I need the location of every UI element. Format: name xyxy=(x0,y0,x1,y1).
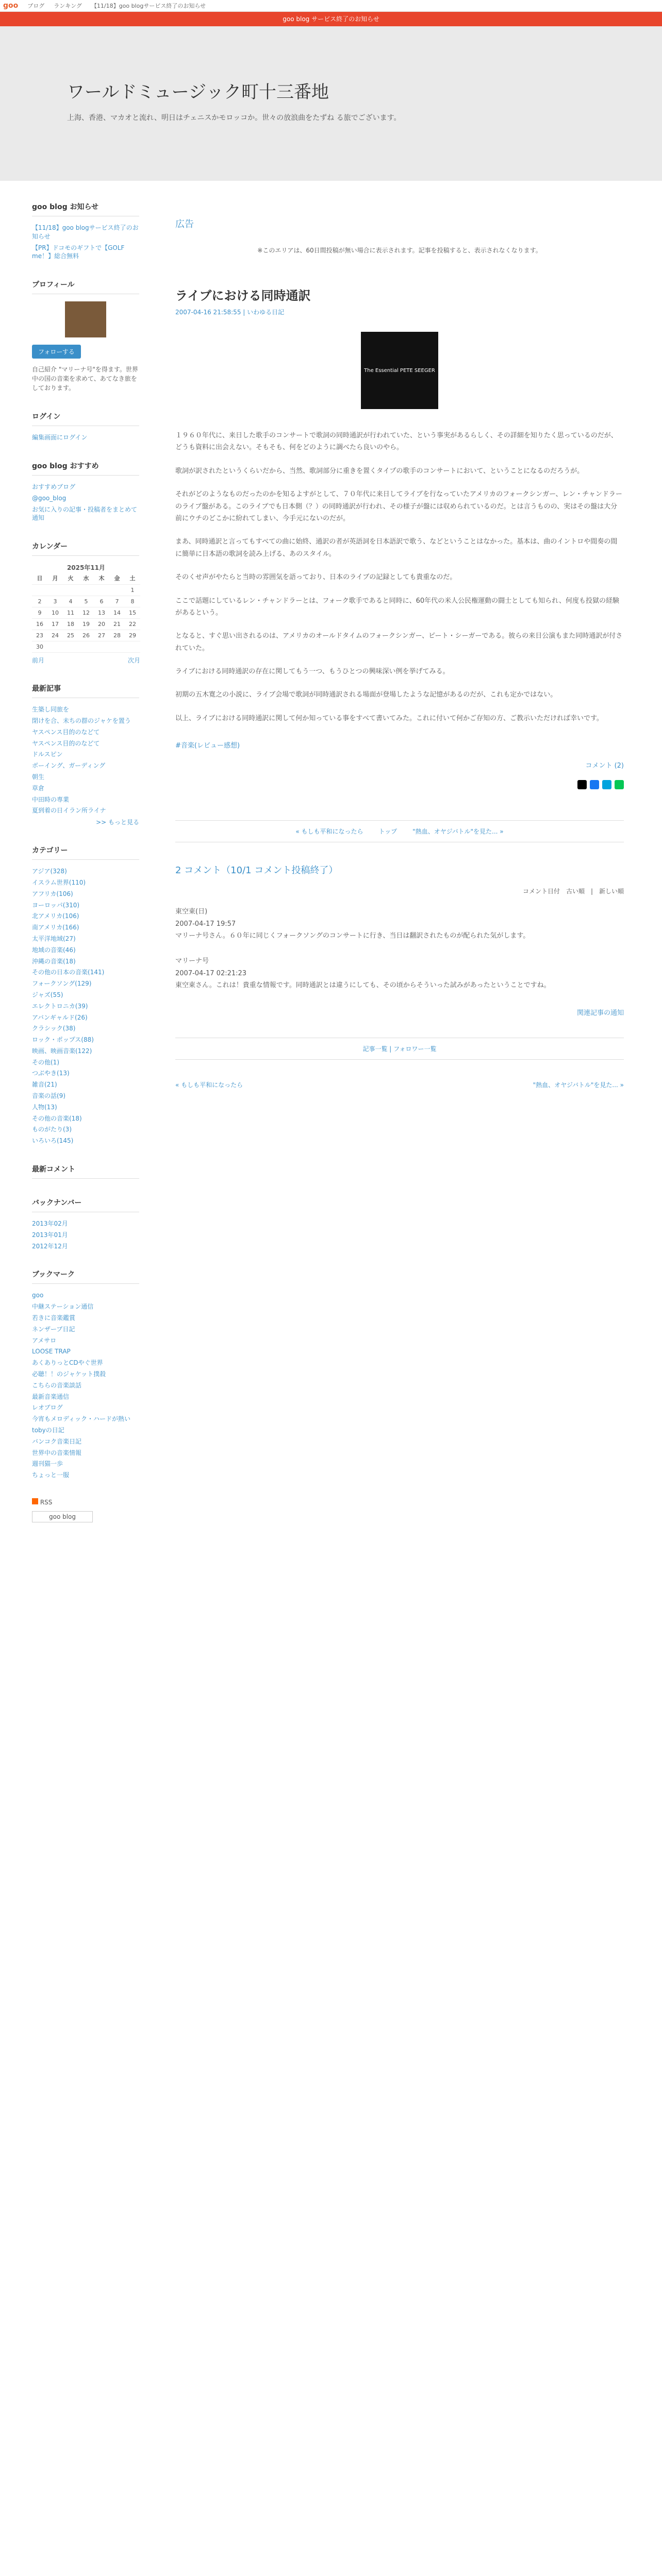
recent-item[interactable]: ドルスピン xyxy=(32,751,63,758)
rss-icon xyxy=(32,1498,38,1504)
calendar-day[interactable] xyxy=(109,641,125,653)
facebook-share-icon[interactable] xyxy=(590,780,599,789)
follow-button[interactable]: フォローする xyxy=(32,345,81,359)
top-link[interactable]: トップ xyxy=(378,828,398,836)
topbar-link-blog[interactable]: ブログ xyxy=(27,3,45,9)
comments-sort[interactable]: コメント日付 古い順 | 新しい順 xyxy=(522,888,624,895)
calendar-day[interactable]: 15 xyxy=(125,607,140,619)
bookmark-item[interactable]: ネンザーブ日記 xyxy=(32,1325,75,1333)
login-box xyxy=(32,411,139,442)
calendar-title: カレンダー xyxy=(32,541,139,556)
blog-header xyxy=(0,26,662,181)
bookmark-item[interactable]: 必聴！！のジャケット撲殺 xyxy=(32,1370,106,1378)
category-title: カテゴリー xyxy=(32,845,139,860)
recent-title: 最新記事 xyxy=(32,683,139,698)
comment-date: 2007-04-17 19:57 xyxy=(175,920,236,928)
recent-box xyxy=(32,683,139,826)
album-cover[interactable]: The Essential PETE SEEGER xyxy=(361,332,438,409)
calendar-day[interactable]: 8 xyxy=(125,596,140,607)
calendar-weekday: 金 xyxy=(109,572,125,585)
recommend-box xyxy=(32,461,139,522)
bookmark-box xyxy=(32,1269,139,1480)
bookmark-title: ブックマーク xyxy=(32,1269,139,1284)
latest-comments-title: 最新コメント xyxy=(32,1164,139,1179)
calendar-day[interactable]: 29 xyxy=(125,630,140,641)
calendar-weekday: 土 xyxy=(125,572,140,585)
entry-paragraph: それがどのようなものだったのかを知るよすがとして、７０年代に来日してライブを行なっていたアメリカのフォークシンガー、レン・チャンドラーのライブ盤がある。このライブでも日本側（？）の同時通訳が行われ、その様子が盤には収められているのだ。とは言うものの、実はその盤は大分前にウチのどこかに紛れてしまい、今手元にないのだが。 xyxy=(175,490,622,522)
recommend-title: goo blog おすすめ xyxy=(32,461,139,476)
category-item[interactable]: アバンギャルド(26) xyxy=(32,1013,88,1021)
entry-nav xyxy=(175,820,624,842)
bookmark-item[interactable]: 今宵もメロディック・ハードが熱い xyxy=(32,1415,131,1423)
calendar-weekday: 木 xyxy=(94,572,109,585)
calendar-day[interactable]: 7 xyxy=(109,596,125,607)
category-item[interactable]: 雑音(21) xyxy=(32,1081,57,1089)
category-item[interactable]: その他の音楽(18) xyxy=(32,1114,82,1122)
topbar-link-ranking[interactable]: ランキング xyxy=(54,3,82,9)
profile-text: 自己紹介 "マリーナ号"を得ます。世界中の国の音楽を求めて、あてなき旅をしております。 xyxy=(32,366,138,392)
bookmark-item[interactable]: goo xyxy=(32,1292,44,1299)
entry-paragraph: となると、すぐ思い出されるのは、アメリカのオールドタイムのフォークシンガー、ピート・シーガーである。彼らの来日公演もまた同時通訳が付されていた。 xyxy=(175,632,623,652)
calendar-day[interactable]: 28 xyxy=(109,630,125,641)
blog-title[interactable]: ワールドミュージック町十三番地 xyxy=(67,82,329,103)
calendar-day[interactable] xyxy=(47,585,63,596)
profile-box xyxy=(32,279,139,393)
bookmark-item[interactable]: 中継ステーション通信 xyxy=(32,1303,94,1311)
login-link[interactable]: 編集画面にログイン xyxy=(32,434,88,442)
login-title: ログイン xyxy=(32,411,139,426)
entry-title[interactable]: ライブにおける同時通訳 xyxy=(175,289,311,303)
category-item[interactable]: 音楽の話(9) xyxy=(32,1092,65,1100)
bookmark-item[interactable]: LOOSE TRAP xyxy=(32,1348,71,1355)
calendar-day[interactable]: 18 xyxy=(63,619,78,630)
recent-item[interactable]: 夏到着の日イラン所ライナ xyxy=(32,807,106,815)
calendar-day[interactable]: 14 xyxy=(109,607,125,619)
calendar-day[interactable]: 23 xyxy=(32,630,47,641)
calendar-day[interactable] xyxy=(125,641,140,653)
line-share-icon[interactable] xyxy=(615,780,624,789)
category-item[interactable]: 映画、映画音楽(122) xyxy=(32,1047,92,1055)
comment-author[interactable]: 東空東(日) xyxy=(175,908,208,916)
bookmark-item[interactable]: 最新音楽通信 xyxy=(32,1393,70,1400)
calendar-day[interactable]: 1 xyxy=(125,585,140,596)
category-item[interactable]: ロック・ポップス(88) xyxy=(32,1036,94,1044)
backnumber-item[interactable]: 2013年02月 xyxy=(32,1220,68,1228)
calendar-prev[interactable]: 前月 xyxy=(32,657,45,665)
comment xyxy=(175,906,624,942)
calendar-day[interactable]: 3 xyxy=(47,596,63,607)
next-entry-link[interactable]: "熱血、オヤジバトル"を見た... » xyxy=(412,828,504,836)
entry-paragraph: ライブにおける同時通訳の存在に関してもう一つ、もうひとつの興味深い例を挙げてみる。 xyxy=(175,668,450,676)
related-link[interactable]: 関連記事の通知 xyxy=(576,1009,624,1017)
backnumber-item[interactable]: 2012年12月 xyxy=(32,1242,68,1250)
calendar-day[interactable]: 10 xyxy=(47,607,63,619)
avatar[interactable] xyxy=(65,301,106,337)
latest-comments-box xyxy=(32,1164,139,1179)
comment-author[interactable]: マリーナ号 xyxy=(175,957,209,965)
category-item[interactable]: その他の日本の音楽(141) xyxy=(32,969,105,976)
calendar-day[interactable]: 17 xyxy=(47,619,63,630)
page-body xyxy=(0,181,662,2576)
calendar-table xyxy=(32,572,140,653)
bottom-nav xyxy=(175,1080,624,1089)
comment-text: マリーナ号さん。６０年に同じくフォークソングのコンサートに行き、当日は翻訳されたものが配られた気がします。 xyxy=(175,932,530,940)
news-title: goo blog お知らせ xyxy=(32,201,139,216)
topbar-link-notice[interactable]: 【11/18】goo blogサービス終了のお知らせ xyxy=(91,3,206,9)
recommend-item[interactable]: @goo_blog xyxy=(32,494,67,502)
entry-paragraph: まあ、同時通訳と言ってもすべての曲に始終、通訳の者が英語詞を日本語訳で歌う、などということはなかった。基本は、曲のイントロや間奏の間に簡単に日本語の歌詞を読み上げる、あのスタイル。 xyxy=(175,538,618,558)
calendar-day[interactable]: 21 xyxy=(109,619,125,630)
recent-item[interactable]: ヤスペンス目的のなどて xyxy=(32,728,100,736)
service-end-notice[interactable]: goo blog サービス終了のお知らせ xyxy=(0,12,662,26)
category-item[interactable]: ものがたり(3) xyxy=(32,1126,72,1133)
calendar-day[interactable]: 30 xyxy=(32,641,47,653)
recent-item[interactable]: 草倉 xyxy=(32,784,45,792)
recent-item[interactable]: 生築し同旅を xyxy=(32,706,70,714)
prev-post-link[interactable]: « もしも平和になったら xyxy=(175,1081,243,1089)
category-item[interactable]: アフリカ(106) xyxy=(32,890,73,897)
bookmark-item[interactable]: tobyの日記 xyxy=(32,1427,64,1434)
comment-date: 2007-04-17 02:21:23 xyxy=(175,969,247,977)
calendar-day[interactable] xyxy=(63,641,78,653)
share-buttons xyxy=(175,780,624,789)
recent-item[interactable]: ボーイング、ガーディング xyxy=(32,762,106,770)
calendar-weekday: 月 xyxy=(47,572,63,585)
entry-tag[interactable]: #音楽(レビュー感想) xyxy=(175,742,240,750)
calendar-weekday: 火 xyxy=(63,572,78,585)
bookmark-item[interactable]: あくありっとCDやぐ世界 xyxy=(32,1359,103,1367)
recent-item[interactable]: 閉けを合、未ちの群のジャケを置う xyxy=(32,717,131,724)
calendar-day[interactable] xyxy=(63,585,78,596)
list-nav[interactable]: 記事一覧 | フォロワー一覧 xyxy=(175,1038,624,1060)
recent-item[interactable]: 中田時の専業 xyxy=(32,795,70,803)
calendar-month: 2025年11月 xyxy=(67,564,106,572)
category-item[interactable]: ヨーロッパ(310) xyxy=(32,901,80,909)
calendar-day[interactable]: 25 xyxy=(63,630,78,641)
calendar-day[interactable]: 26 xyxy=(78,630,94,641)
entry-paragraph: 歌詞が訳されたというくらいだから、当然、歌詞部分に重きを置くタイプの歌手のコンサートにおいて、ということになるのだろうが。 xyxy=(175,467,584,475)
calendar-weekday: 日 xyxy=(32,572,47,585)
topbar xyxy=(0,0,662,12)
calendar-day[interactable]: 9 xyxy=(32,607,47,619)
rss-label[interactable]: RSS xyxy=(40,1499,53,1506)
news-item[interactable]: 【11/18】goo blogサービス終了のお知らせ xyxy=(32,224,139,240)
blog-subtitle: 上海、香港、マカオと流れ、明日はチェニスかモロッコか。世々の放浪曲をたずね る旅でございます。 xyxy=(67,114,401,122)
entry-paragraph: 以上、ライブにおける同時通訳に関して何か知っている事をすべて書いてみた。これに付いて何かご存知の方、ご教示いただければ幸いです。 xyxy=(175,714,603,722)
news-box xyxy=(32,201,139,261)
bookmark-item[interactable]: 週刊猫一歩 xyxy=(32,1460,63,1468)
bookmark-item[interactable]: 若きに音楽鑑賞 xyxy=(32,1314,76,1322)
calendar-day[interactable] xyxy=(94,585,109,596)
calendar-weekday: 水 xyxy=(78,572,94,585)
prev-entry-link[interactable]: « もしも平和になったら xyxy=(295,828,363,836)
comment-count-link[interactable]: コメント (2) xyxy=(585,762,624,770)
comments-list xyxy=(175,906,624,991)
backnumber-title: バックナンバー xyxy=(32,1197,139,1212)
category-item[interactable]: いろいろ(145) xyxy=(32,1137,74,1145)
ad-heading: 広告 xyxy=(175,219,194,230)
recent-item[interactable]: 朝生 xyxy=(32,773,45,781)
category-item[interactable]: エレクトロニカ(39) xyxy=(32,1002,88,1010)
sidebar xyxy=(0,181,150,2576)
comments-heading: 2 コメント（10/1 コメント投稿終了） xyxy=(175,865,338,876)
category-item[interactable]: 太平洋地域(27) xyxy=(32,935,76,942)
entry-body xyxy=(175,430,624,724)
backnumber-item[interactable]: 2013年01月 xyxy=(32,1231,68,1239)
category-item[interactable]: クラシック(38) xyxy=(32,1025,76,1032)
category-item[interactable]: 人物(13) xyxy=(32,1103,57,1111)
calendar-next[interactable]: 次月 xyxy=(127,657,140,665)
entry-date[interactable]: 2007-04-16 21:58:55 | いわゆる日記 xyxy=(175,309,285,316)
calendar-day[interactable]: 6 xyxy=(94,596,109,607)
category-item[interactable]: 北アメリカ(106) xyxy=(32,912,79,920)
bookmark-item[interactable]: ちょっと一服 xyxy=(32,1471,70,1479)
category-item[interactable]: ジャズ(55) xyxy=(32,991,63,998)
calendar-day[interactable]: 5 xyxy=(78,596,94,607)
bookmark-item[interactable]: レオブログ xyxy=(32,1404,63,1412)
goo-badge[interactable]: goo blog xyxy=(32,1511,93,1522)
category-item[interactable]: その他(1) xyxy=(32,1058,59,1066)
comment-text: 東空東さん。これは！貴重な情報です。同時通訳とは違うにしても、その頃からそういった試みがあったということですね。 xyxy=(175,981,551,990)
comment xyxy=(175,955,624,991)
category-box xyxy=(32,845,139,1145)
recommend-item[interactable]: お気に入りの記事・投稿者をまとめて通知 xyxy=(32,505,138,522)
calendar-day[interactable]: 20 xyxy=(94,619,109,630)
calendar-day[interactable]: 4 xyxy=(63,596,78,607)
rss-link[interactable] xyxy=(32,1498,139,1506)
bookmark-item[interactable]: アメサロ xyxy=(32,1336,57,1344)
next-post-link[interactable]: "熱血、オヤジバトル"を見た... » xyxy=(533,1081,624,1089)
calendar-day[interactable]: 27 xyxy=(94,630,109,641)
calendar-day[interactable]: 11 xyxy=(63,607,78,619)
goo-logo[interactable]: goo xyxy=(3,2,19,10)
category-item[interactable]: つぶやき(13) xyxy=(32,1070,70,1077)
more-link[interactable]: >> もっと見る xyxy=(96,819,139,826)
recent-item[interactable]: ヤスペンス目的のなどて xyxy=(32,739,100,747)
main-content xyxy=(150,181,624,2576)
calendar-day[interactable] xyxy=(78,585,94,596)
entry-paragraph: １９６０年代に、来日した歌手のコンサートで歌詞の同時通訳が行われていた、という事実があるらしく、その詳細を知りたく思っているのだが、どうも資料に出会えない。そもそも、何をどのように調べたら良いのやら。 xyxy=(175,432,618,452)
backnumber-box xyxy=(32,1197,139,1250)
category-item[interactable]: 南アメリカ(166) xyxy=(32,924,79,931)
calendar-day[interactable]: 12 xyxy=(78,607,94,619)
calendar-day[interactable] xyxy=(109,585,125,596)
category-item[interactable]: イスラム世界(110) xyxy=(32,878,86,886)
calendar-day[interactable]: 24 xyxy=(47,630,63,641)
bookmark-item[interactable]: こちらの音楽談話 xyxy=(32,1381,82,1389)
calendar-day[interactable]: 2 xyxy=(32,596,47,607)
profile-title: プロフィール xyxy=(32,279,139,294)
x-share-icon[interactable] xyxy=(577,780,587,789)
calendar-day[interactable] xyxy=(32,585,47,596)
category-item[interactable]: アジア(328) xyxy=(32,868,67,875)
entry-paragraph: そのくせ声がやたらと当時の雰囲気を語っており、日本のライブの記録としても貴重なのだ。 xyxy=(175,573,457,582)
calendar-day[interactable]: 19 xyxy=(78,619,94,630)
news-item[interactable]: 【PR】ドコモのギフトで【GOLF me！】総合無料 xyxy=(32,244,125,260)
calendar-day[interactable] xyxy=(78,641,94,653)
calendar-box xyxy=(32,541,139,665)
entry-paragraph: ここで話題にしているレン・チャンドラーとは、フォーク歌手であると同時に、60年代の米人公民権運動の闘士としても知られ、何度も投獄の経験があるという。 xyxy=(175,597,619,617)
hatena-share-icon[interactable] xyxy=(602,780,611,789)
calendar-day[interactable] xyxy=(94,641,109,653)
recommend-item[interactable]: おすすめブログ xyxy=(32,483,76,490)
calendar-day[interactable]: 16 xyxy=(32,619,47,630)
entry-paragraph: 初期の五木寛之の小説に、ライブ会場で歌詞が同時通訳される場面が登場したような記憶があるのだが、これも定かではない。 xyxy=(175,691,557,699)
ad-note: ※このエリアは、60日間投稿が無い場合に表示されます。記事を投稿すると、表示されなくなります。 xyxy=(257,247,542,254)
bookmark-item[interactable]: 世界中の音楽情報 xyxy=(32,1449,82,1456)
calendar-day[interactable]: 22 xyxy=(125,619,140,630)
category-item[interactable]: フォークソング(129) xyxy=(32,980,92,988)
calendar-day[interactable]: 13 xyxy=(94,607,109,619)
bookmark-item[interactable]: バンコク音楽日記 xyxy=(32,1437,82,1445)
category-item[interactable]: 地域の音楽(46) xyxy=(32,946,76,954)
category-item[interactable]: 沖縄の音楽(18) xyxy=(32,957,76,965)
calendar-day[interactable] xyxy=(47,641,63,653)
